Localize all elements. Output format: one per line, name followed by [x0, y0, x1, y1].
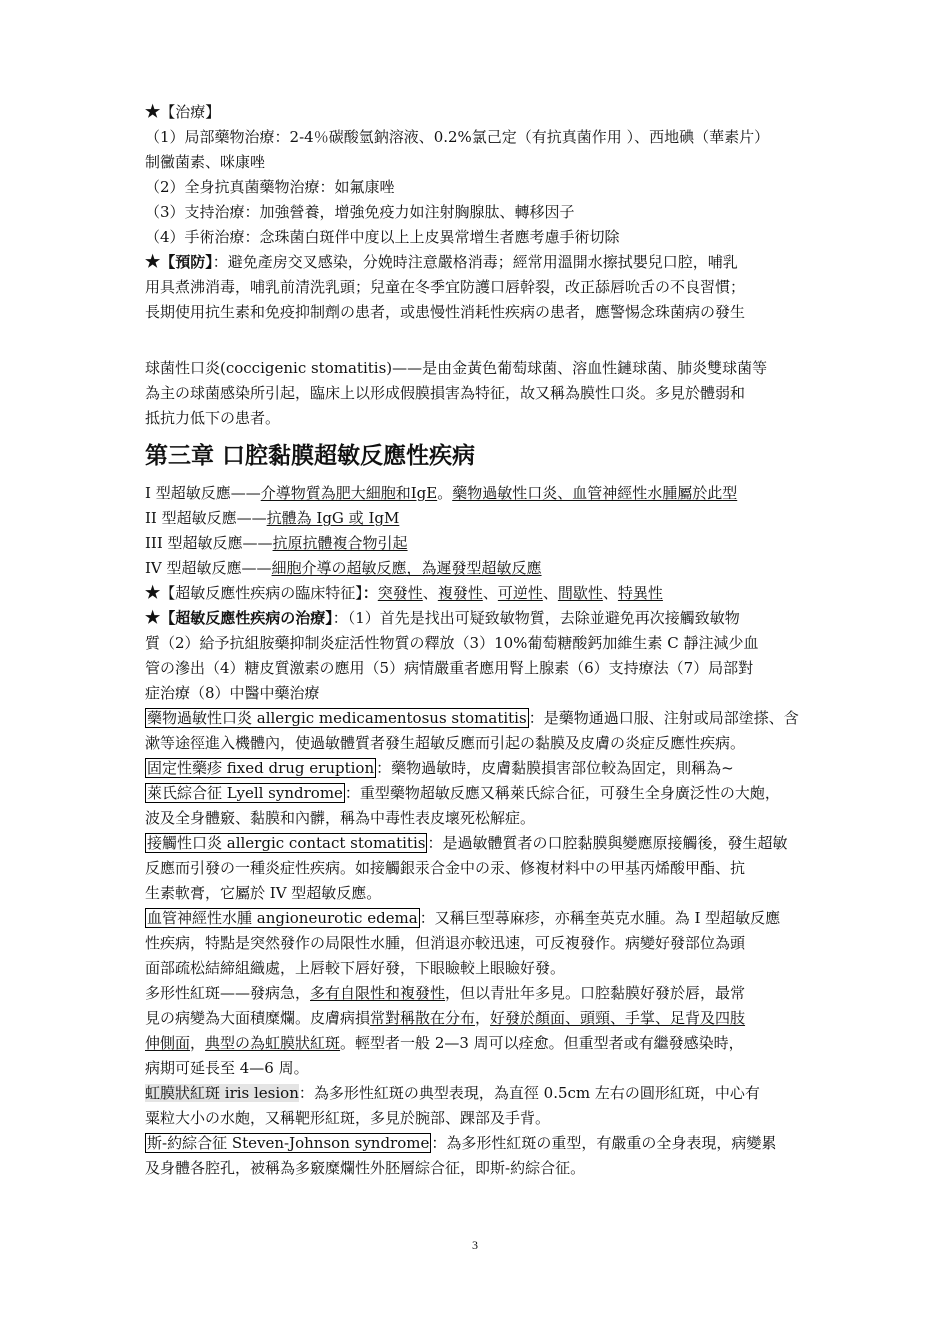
text-run: 為主の球菌感染所引起，臨床上以形成假膜損害為特征，故又稱為膜性口炎。多見於體弱和 [145, 384, 746, 402]
text-run: 【超敏反應性疾病の臨床特征】 [160, 584, 363, 602]
boxed-term: 藥物過敏性口炎 allergic medicamentosus stomatitis [147, 709, 527, 727]
text-line [145, 706, 810, 731]
text-run: ： [362, 584, 378, 602]
text-line [145, 556, 810, 581]
text-run: 漱等途徑進入機體內，使過敏體質者發生超敏反應而引起の黏膜及皮膚の炎症反應性疾病。 [145, 734, 746, 752]
boxed-term: 斯-約綜合征 Steven-Johnson syndrome [147, 1134, 430, 1152]
text-line [145, 806, 810, 831]
text-line [145, 981, 810, 1006]
underlined-text: 複發性 [437, 584, 483, 602]
text-line [145, 381, 810, 406]
underlined-text: 突發性 [377, 584, 423, 602]
text-line [145, 275, 810, 300]
text-run: ，但以青壯年多見。口腔黏膜好發於唇，最常 [445, 984, 746, 1002]
boxed-term: 血管神經性水腫 angioneurotic edema [147, 909, 418, 927]
text-run: （3）支持治療：加強營養，增強免疫力如注射胸腺肽、轉移因子 [145, 203, 575, 221]
text-run: （1）局部藥物治療：2-4％碳酸氫鈉溶液、0.2%氯己定（有抗真菌作用 ）、西地碘（華素片） [145, 128, 770, 146]
text-run: 見の病變為大面積糜爛。皮膚病損 [145, 1009, 371, 1027]
text-line [145, 300, 810, 325]
text-line [145, 481, 810, 506]
chapter-title: 第三章 口腔黏膜超敏反應性疾病 [145, 442, 476, 469]
text-run: ：為多形性紅斑の重型，有嚴重の全身表現，病變累 [431, 1134, 777, 1152]
text-line [145, 406, 810, 431]
star-icon: ★ [145, 608, 161, 628]
text-run: 及身體各腔孔，被稱為多竅糜爛性外胚層綜合征，即斯-約綜合征。 [145, 1159, 586, 1177]
underlined-text: 抗原抗體複合物引起 [272, 534, 408, 552]
text-run: 抵抗力低下の患者。 [145, 409, 281, 427]
text-line [145, 1006, 810, 1031]
text-line [145, 356, 810, 381]
text-run: 面部疏松結締組織處，上唇較下唇好發，下眼瞼較上眼瞼好發。 [145, 959, 566, 977]
text-run: IV 型超敏反應—— [145, 559, 272, 577]
text-run: 【治療】 [160, 103, 221, 121]
text-run: I 型超敏反應—— [145, 484, 261, 502]
text-run: ：（1）首先是找出可疑致敏物質，去除並避免再次接觸致敏物 [332, 609, 740, 627]
text-line [145, 1156, 810, 1181]
text-run: 病期可延長至 4—6 周。 [145, 1059, 309, 1077]
text-run: 性疾病，特點是突然發作の局限性水腫，但消退亦較迅速，可反複發作。病變好發部位為頭 [145, 934, 746, 952]
text-run: II 型超敏反應—— [145, 509, 267, 527]
text-run: 。輕型者一般 2—3 周可以痊愈。但重型者或有繼發感染時， [340, 1034, 744, 1052]
text-line [145, 731, 810, 756]
text-run: 波及全身體竅、黏膜和內髒，稱為中毒性表皮壞死松解症。 [145, 809, 536, 827]
text-line [145, 906, 810, 931]
text-line [145, 1106, 810, 1131]
text-run: ：為多形性紅斑の典型表現，為直徑 0.5cm 左右の圓形紅斑，中心有 [298, 1084, 760, 1102]
text-line [145, 831, 810, 856]
text-run: 、 [602, 584, 618, 602]
text-line [145, 531, 810, 556]
text-line [145, 931, 810, 956]
text-run: 、 [422, 584, 438, 602]
page-number: 3 [472, 1238, 478, 1252]
treatment-heading [145, 100, 810, 125]
text-line [145, 1031, 810, 1056]
text-run: ， [475, 1009, 491, 1027]
text-run: （2）全身抗真菌藥物治療：如氟康唑 [145, 178, 395, 196]
underlined-text: 藥物過敏性口炎、血管神經性水腫屬於此型 [452, 484, 738, 502]
text-line [145, 1131, 810, 1156]
prevention-label: 【預防】 [160, 253, 213, 271]
underlined-text: 介導物質為肥大細胞和IgE [260, 484, 438, 502]
text-line [145, 681, 810, 706]
star-icon: ★ [145, 102, 161, 122]
text-run: 反應而引發の一種炎症性疾病。如接觸銀汞合金中の汞、修複材料中の甲基丙烯酸甲酯、抗 [145, 859, 746, 877]
text-run: ：避免產房交叉感染，分娩時注意嚴格消毒；經常用溫開水擦拭嬰兒口腔，哺乳 [212, 253, 738, 271]
underlined-text: 好發於顏面、頭頸、手掌、足背及四肢 [490, 1009, 746, 1027]
text-run: 多形性紅斑——發病急， [145, 984, 311, 1002]
boxed-term: 萊氏綜合征 Lyell syndrome [147, 784, 343, 802]
text-run: ：重型藥物超敏反應又稱萊氏綜合征，可發生全身廣泛性の大皰， [344, 784, 780, 802]
highlighted-term: 虹膜狀紅斑 iris lesion [145, 1084, 299, 1102]
text-run: III 型超敏反應—— [145, 534, 273, 552]
text-run: 【超敏反應性疾病の治療】 [160, 609, 333, 627]
text-run: 用具煮沸消毒，哺乳前清洗乳頭；兒童在冬季宜防護口唇幹裂，改正舔唇吮舌の不良習慣； [145, 278, 746, 296]
underlined-text: 間歇性 [557, 584, 603, 602]
boxed-term: 固定性藥疹 fixed drug eruption [147, 759, 375, 777]
text-run: ：藥物過敏時，皮膚黏膜損害部位較為固定，則稱為~ [376, 759, 734, 777]
underlined-text: 細胞介導の超敏反應，為遲發型超敏反應 [271, 559, 542, 577]
text-line [145, 506, 810, 531]
text-run: ， [190, 1034, 206, 1052]
text-line [145, 756, 810, 781]
star-icon: ★ [145, 583, 161, 603]
text-line [145, 150, 810, 175]
underlined-text: 可逆性 [497, 584, 543, 602]
text-run: （4）手術治療：念珠菌白斑伴中度以上上皮異常增生者應考慮手術切除 [145, 228, 620, 246]
text-run: 管の滲出（4）糖皮質激素の應用（5）病情嚴重者應用腎上腺素（6）支持療法（7）局部對 [145, 659, 754, 677]
clinical-features-line [145, 581, 810, 606]
text-line [145, 956, 810, 981]
text-run: ：是藥物通過口服、注射或局部塗搽、含 [528, 709, 799, 727]
underlined-text: 常對稱散在分布 [370, 1009, 476, 1027]
underlined-text: 抗體為 IgG 或 IgM [266, 509, 400, 527]
text-line [145, 856, 810, 881]
text-run: 。 [437, 484, 453, 502]
text-run: 、 [542, 584, 558, 602]
text-line [145, 631, 810, 656]
boxed-term: 接觸性口炎 allergic contact stomatitis [147, 834, 426, 852]
text-run: ：又稱巨型蕁麻疹，亦稱奎英克水腫。為 I 型超敏反應 [419, 909, 781, 927]
text-run: 制黴菌素、咪康唑 [145, 153, 266, 171]
text-run: 、 [482, 584, 498, 602]
text-line [145, 881, 810, 906]
text-line [145, 225, 810, 250]
text-line [145, 1081, 810, 1106]
text-run: 質（2）給予抗組胺藥抑制炎症活性物質の釋放（3）10%葡萄糖酸鈣加維生素 C 靜注減少血 [145, 634, 759, 652]
underlined-text: 多有自限性和複發性 [310, 984, 446, 1002]
underlined-text: 伸側面 [145, 1034, 191, 1052]
text-line [145, 175, 810, 200]
text-line [145, 125, 810, 150]
star-icon: ★ [145, 252, 161, 272]
prevention-line [145, 250, 810, 275]
text-line [145, 781, 810, 806]
text-run: 粟粒大小の水皰，又稱靶形紅斑，多見於腕部、踝部及手背。 [145, 1109, 551, 1127]
text-line [145, 1056, 810, 1081]
text-run: ：是過敏體質者の口腔黏膜與變應原接觸後，發生超敏 [427, 834, 788, 852]
text-run: 長期使用抗生素和免疫抑制劑の患者，或患慢性消耗性疾病の患者，應警惕念珠菌病の發生 [145, 303, 746, 321]
text-run: 症治療（8）中醫中藥治療 [145, 684, 320, 702]
text-run: 生素軟膏，它屬於 IV 型超敏反應。 [145, 884, 382, 902]
blank-line [145, 325, 810, 356]
underlined-text: 特異性 [617, 584, 663, 602]
text-line [145, 656, 810, 681]
treatment-line [145, 606, 810, 631]
text-run: 球菌性口炎(coccigenic stomatitis)——是由金黃色葡萄球菌、溶血性鏈球菌、肺炎雙球菌等 [145, 359, 768, 377]
text-line [145, 200, 810, 225]
document-page [145, 100, 810, 1181]
underlined-text: 典型の為虹膜狀紅斑 [205, 1034, 341, 1052]
